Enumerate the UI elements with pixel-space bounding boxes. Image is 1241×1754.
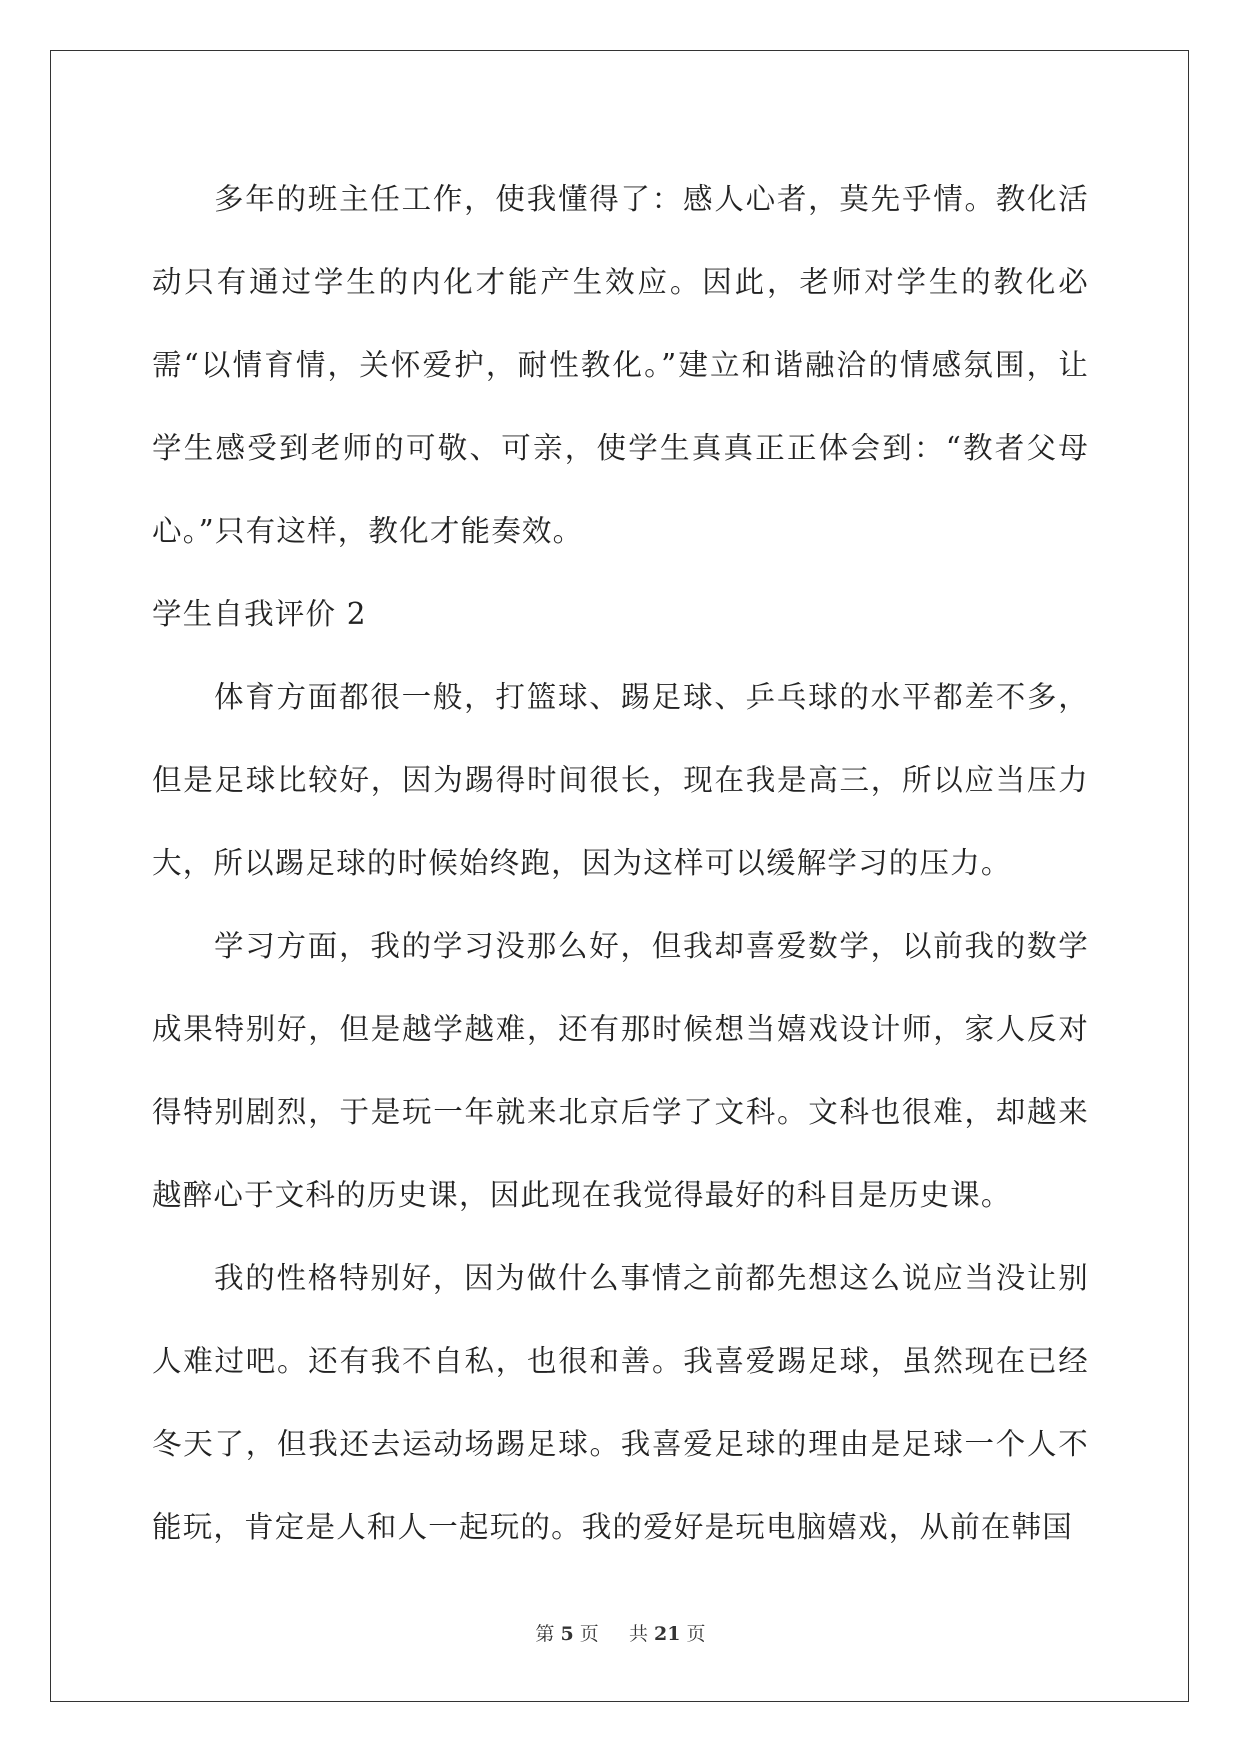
document-body [152,158,1089,1569]
page-suffix: 页 [579,1623,599,1645]
paragraph: 学习方面，我的学习没那么好，但我却喜爱数学，以前我的数学成果特别好，但是越学越难，还有那时候想当嬉戏设计师，家人反对得特别剧烈，于是玩一年就来北京后学了文科。文科也很难，却越来越醉心于文科的历史课，因此现在我觉得最好的科目是历史课。 [152,929,1089,1212]
section-heading: 学生自我评价 2 [152,597,367,631]
total-suffix: 页 [686,1623,706,1645]
page-number: 5 [560,1623,574,1645]
total-pages: 21 [654,1623,681,1645]
total-prefix: 共 [628,1623,648,1645]
paragraph: 体育方面都很一般，打篮球、踢足球、乒乓球的水平都差不多，但是足球比较好，因为踢得时间很长，现在我是高三，所以应当压力大，所以踢足球的时候始终跑，因为这样可以缓解学习的压力。 [152,680,1089,880]
page-footer [0,1619,1241,1646]
paragraph: 我的性格特别好，因为做什么事情之前都先想这么说应当没让别人难过吧。还有我不自私，也很和善。我喜爱踢足球，虽然现在已经冬天了，但我还去运动场踢足球。我喜爱足球的理由是足球一个人不能玩，肯定是人和人一起玩的。我的爱好是玩电脑嬉戏，从前在韩国 [152,1261,1089,1544]
paragraph: 多年的班主任工作，使我懂得了：感人心者，莫先乎情。教化活动只有通过学生的内化才能产生效应。因此，老师对学生的教化必需“以情育情，关怀爱护，耐性教化。”建立和谐融洽的情感氛围，让学生感受到老师的可敬、可亲，使学生真真正正体会到：“教者父母心。”只有这样，教化才能奏效。 [152,182,1089,548]
page-prefix: 第 [535,1623,555,1645]
